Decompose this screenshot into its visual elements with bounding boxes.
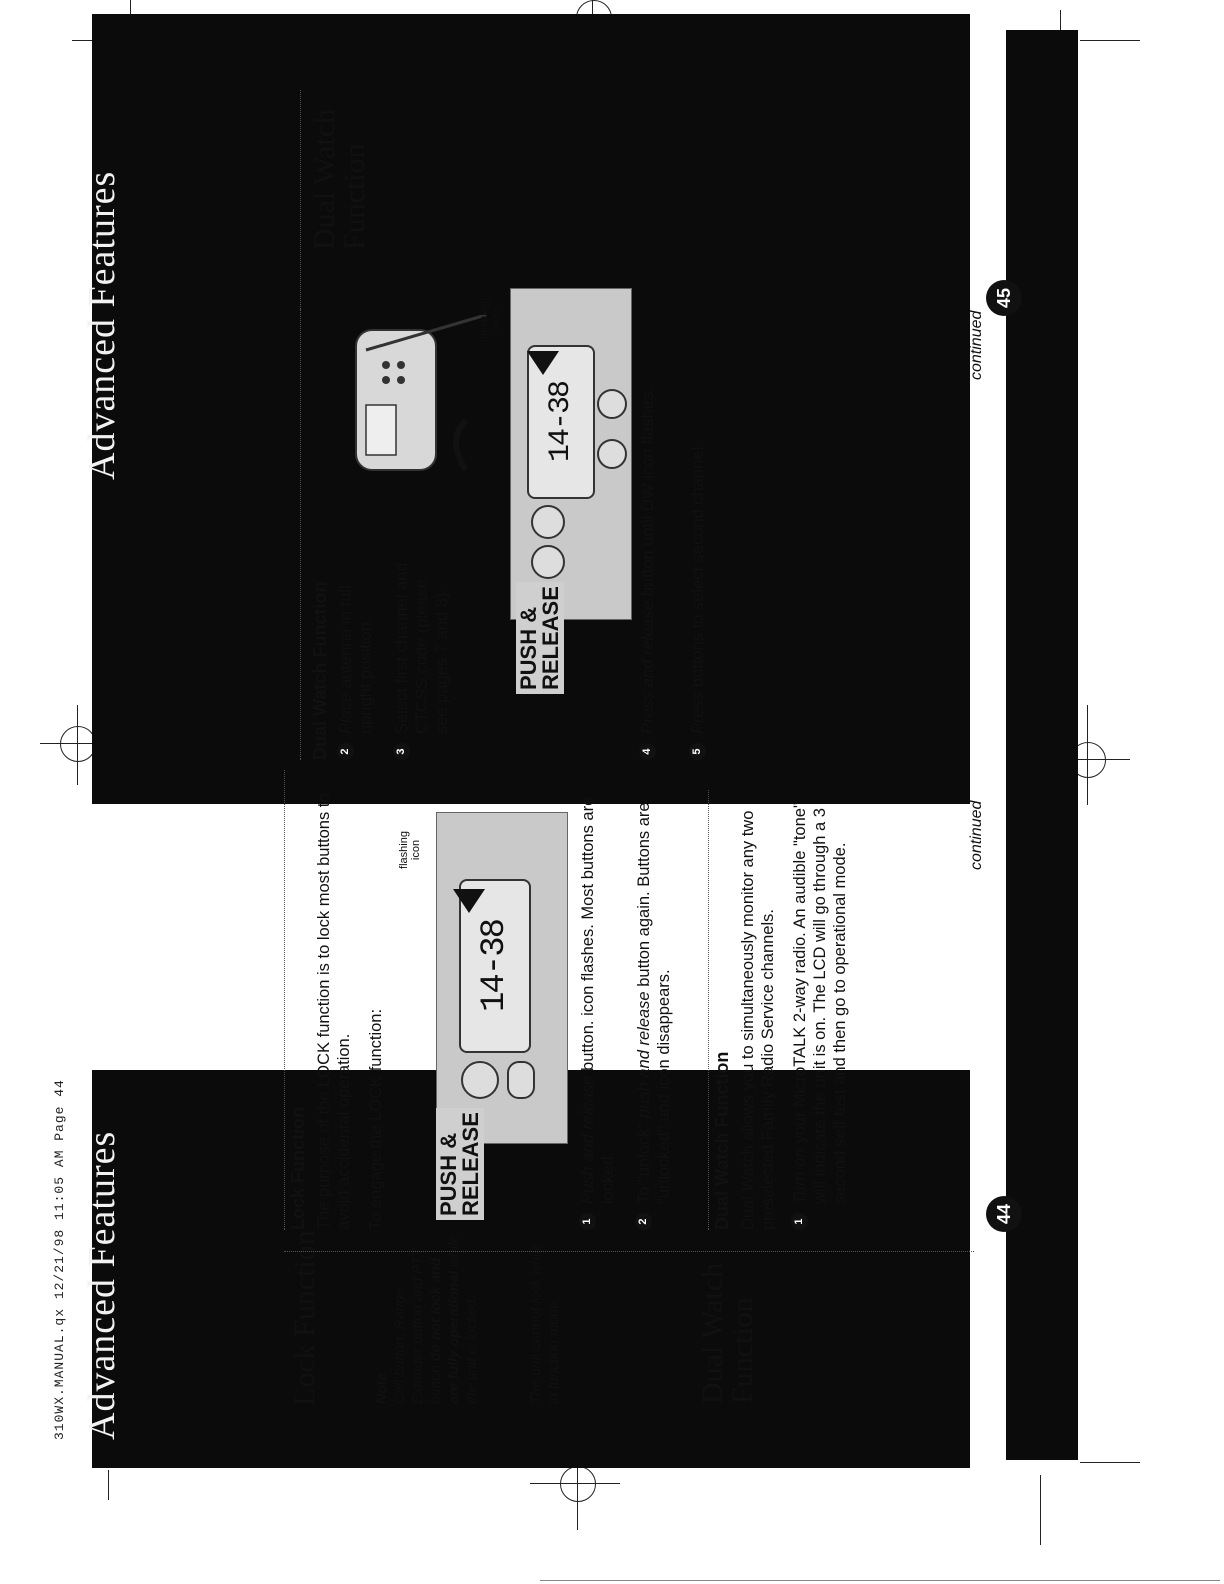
dual-watch-heading-left: Dual Watch Function (712, 1051, 732, 1230)
step-number-4: 4 (639, 743, 656, 760)
step-number-3: 3 (393, 743, 410, 760)
continued-left: continued (968, 800, 985, 870)
registration-line (1087, 705, 1088, 805)
registration-mark (60, 726, 96, 762)
lock-note-2: The unit cannot lock while in function mode. (527, 1242, 561, 1404)
lock-step-1-text: button. icon flashes. Most buttons are locked. (579, 796, 617, 1204)
dual-watch-step-1-action: Turn on (791, 1148, 809, 1204)
lock-steps (578, 780, 690, 1230)
function-button (531, 505, 565, 539)
printer-slug: 310WX.MANUAL.qx 12/21/98 11:05 AM Page 44 (52, 1079, 67, 1440)
dual-watch-right-steps (638, 290, 724, 760)
radio-drawing (346, 300, 496, 500)
flashing-icon-label: flashing icon (478, 301, 502, 339)
manual-spread (81, 70, 1030, 1500)
push-release-label (516, 582, 564, 694)
lock-step-2-action: push and release (635, 991, 653, 1118)
step-number-1: 1 (579, 1213, 596, 1230)
note-text: Call button, Range Extender button and PTT button (391, 1247, 443, 1404)
lock-step-2 (634, 780, 674, 1230)
lock-step-1 (578, 780, 618, 1230)
dual-watch-step-2-text: antenna in full upright position. (337, 585, 375, 734)
release-text: RELEASE (458, 1112, 483, 1216)
dual-watch-step-1 (790, 780, 850, 1230)
step-number-5: 5 (689, 743, 706, 760)
crop-mark (1040, 1475, 1041, 1545)
dual-watch-step-5-text: buttons to select second channel. (689, 442, 707, 688)
push-text: PUSH & (516, 606, 541, 690)
lock-button (461, 1061, 499, 1099)
flashing-icon-label: flashing icon (398, 831, 422, 869)
dual-watch-step-4-text: button until DW icon flashes. (639, 387, 657, 597)
dual-watch-right-section (310, 550, 468, 760)
continued-right: continued (968, 310, 985, 380)
dual-watch-title-left-line2: Function (726, 1297, 759, 1404)
dual-watch-title-right-line1: Dual Watch (308, 108, 341, 250)
lock-illustration (436, 812, 568, 1144)
dual-watch-title-left-line1: Dual Watch (696, 1262, 729, 1404)
header-title-left: Advanced Features (81, 1130, 123, 1440)
dual-watch-step-5-action: Press (689, 691, 707, 734)
crop-mark (108, 1470, 109, 1500)
dual-watch-illustration (510, 288, 632, 620)
step-number-1: 1 (791, 1213, 808, 1230)
lock-section (288, 790, 398, 1230)
step-number-2: 2 (337, 743, 354, 760)
lock-step-2-text: button again. Buttons are "unlocked" and icon disappears. (635, 802, 673, 1204)
arrow-icon (527, 351, 559, 375)
dual-watch-left-section (712, 780, 866, 1230)
crop-mark (1080, 1462, 1140, 1463)
note-text-2: while the unit is locked. (445, 1235, 479, 1404)
release-text: RELEASE (538, 586, 563, 690)
divider-line (284, 770, 285, 1230)
dual-watch-title-left (698, 1263, 758, 1404)
lock-step-1-action: Push and release (579, 1075, 597, 1204)
divider-line (300, 90, 301, 310)
dual-watch-step-4 (638, 290, 658, 760)
enter-button (507, 1061, 535, 1099)
radio-illustration (346, 300, 496, 500)
channel-down-button (597, 439, 627, 469)
lock-button (531, 545, 565, 579)
lock-heading: Lock Function (288, 1107, 308, 1230)
dual-watch-step-2 (336, 550, 376, 760)
step-number-2: 2 (635, 1213, 652, 1230)
crop-mark (1080, 40, 1140, 41)
lock-function-title: Lock Function (288, 1230, 321, 1406)
channel-up-button (597, 389, 627, 419)
push-text: PUSH & (436, 1132, 461, 1216)
dual-watch-heading-right: Dual Watch Function (310, 581, 330, 760)
dual-watch-step-3 (392, 550, 452, 760)
dual-watch-title-right (310, 109, 370, 250)
divider-line (300, 310, 301, 760)
lcd-display: 14-38 (527, 345, 595, 499)
page-number-45: 45 (986, 280, 1022, 316)
arrow-icon (453, 889, 485, 913)
dual-watch-title-right-line2: Function (338, 143, 371, 250)
dual-watch-step-4-action: Press and release (639, 601, 657, 734)
dual-watch-step-5 (688, 290, 708, 760)
lock-note (372, 1234, 480, 1404)
push-release-label (436, 1108, 484, 1220)
lock-intro: The purpose of the LOCK function is to lock most buttons to avoid accidental operation. (315, 793, 353, 1230)
divider-line (284, 1251, 974, 1252)
page-number-44: 44 (986, 1196, 1022, 1232)
crop-mark (540, 1580, 1220, 1581)
lock-engage: To engage the LOCK function: (367, 1008, 385, 1230)
header-title-right: Advanced Features (81, 170, 123, 480)
note-label: Note (373, 1372, 389, 1404)
dual-watch-intro: Dual Watch allows you to simultaneously monitor any two preselected Family Radio Service channels. (739, 810, 777, 1230)
lcd-display: 14-38 (459, 879, 531, 1053)
divider-line (708, 790, 709, 1230)
dual-watch-step-3-text: Select first channel and CTCSS code (please see pages 7 and 8). (393, 562, 451, 734)
lock-step-2-pre: To "unlock" (635, 1122, 653, 1204)
dual-watch-step-2-action: Place (337, 692, 355, 734)
note-bold: do not lock and are fully operational (427, 1257, 461, 1404)
registration-line (77, 705, 78, 785)
dual-watch-step-1-text: your MicroTALK 2-way radio. An audible "tone" will indicate the unit is on. The LCD will go through a 3 second self test and then go to operational mode. (791, 802, 849, 1204)
